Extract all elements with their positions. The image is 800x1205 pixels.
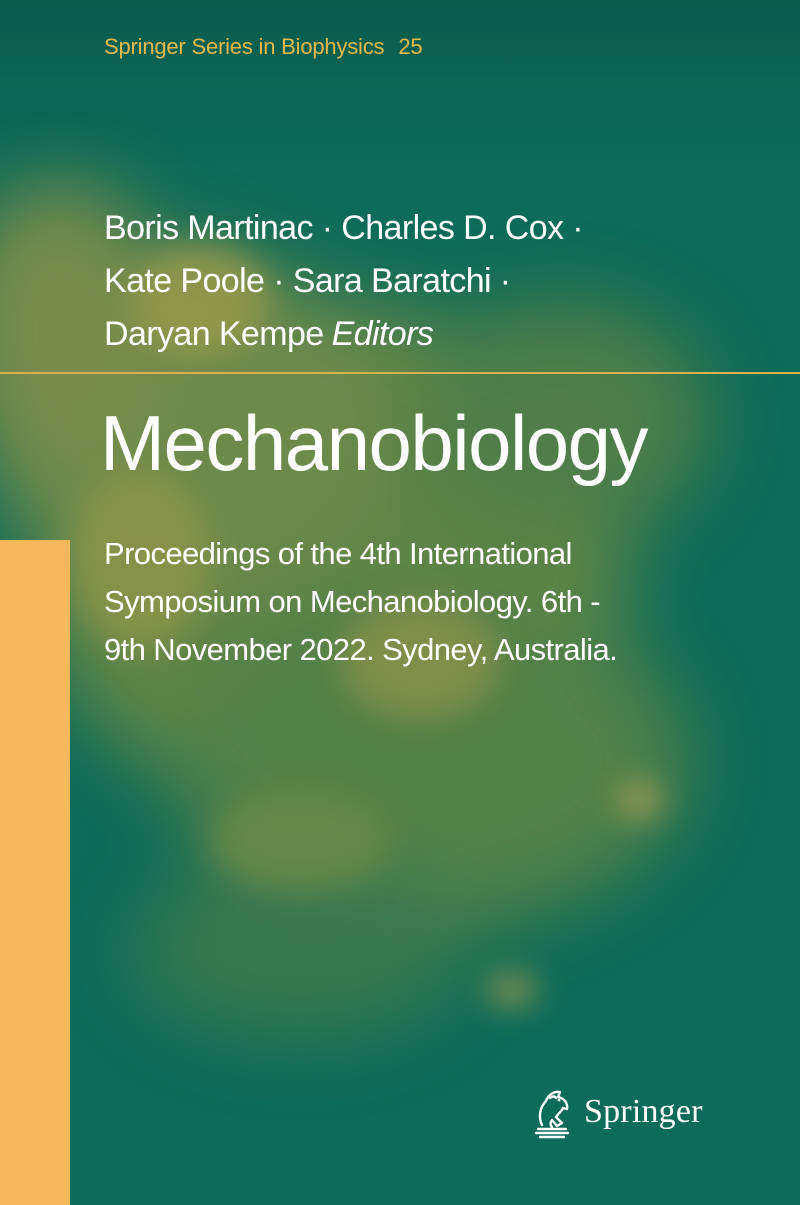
editors-line-3-names: Daryan Kempe xyxy=(104,315,324,353)
publisher-mark xyxy=(528,1085,703,1139)
series-line xyxy=(104,34,422,60)
publisher-name: Springer xyxy=(584,1093,703,1130)
editors-line-1: Boris Martinac · Charles D. Cox · xyxy=(104,209,583,247)
editors-line-3 xyxy=(104,308,583,361)
subtitle-line-1: Proceedings of the 4th International xyxy=(104,536,572,571)
accent-band xyxy=(0,540,70,1205)
series-name: Springer Series in Biophysics xyxy=(104,34,385,59)
book-title: Mechanobiology xyxy=(100,399,648,487)
divider-rule xyxy=(0,372,800,374)
editors-line-2: Kate Poole · Sara Baratchi · xyxy=(104,262,511,300)
editors-role: Editors xyxy=(331,315,434,353)
springer-horse-logo-icon xyxy=(528,1085,576,1139)
book-subtitle xyxy=(104,530,617,674)
series-volume: 25 xyxy=(398,34,423,59)
subtitle-line-2: Symposium on Mechanobiology. 6th - xyxy=(104,584,600,619)
subtitle-line-3: 9th November 2022. Sydney, Australia. xyxy=(104,632,618,667)
editors-block xyxy=(104,202,583,361)
